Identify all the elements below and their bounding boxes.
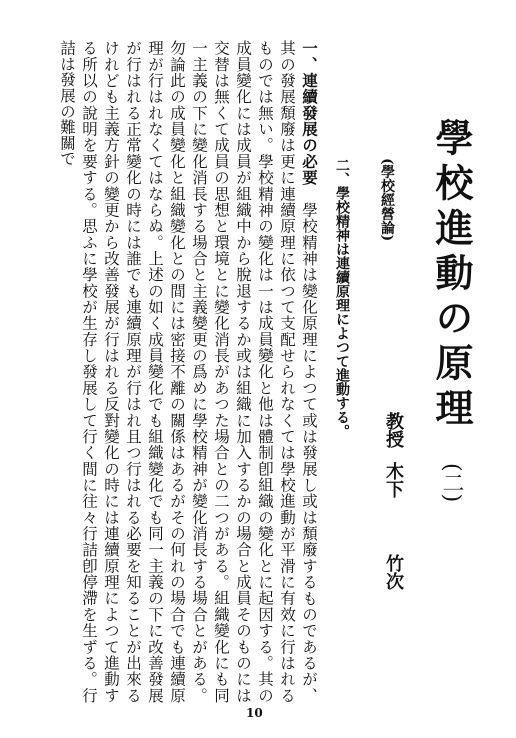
paragraph-text: 學校精神は變化原理によつて或は發展し或は頽廢するものであるが、其の發展頽廢は更に連續原理に依つて支配せられなくては學校進動が平滑に有效に行はれるものでは無い。學校精神の變化は一は成員變化と他は體制卽組織の變化とに起因する。其の成員變化には成員が組織中から脫退するか或は組織に加入するかの場合と成員そのものには交替は無くて成員の思想と環境とに變化消長があつた場合との二つがある。組織變化にも同一主義の下に變化消長する場合と主義變更の爲めに學校精神が變化消長する場合とがある。勿論此の成員變化と組織變化との間には密接不離の關係はあるがその何れの場合でも連續原理が行はれなくてはならぬ。上述の如く成員變化でも組織變化でも同一主義の下に改善發展が行はれる正常變化の時には誰でも連續原理が行はれ且つ行はれる必要を知ることが出來るけれども主義方針の變更から改善發展が行はれる反對變化の時には連續原理によつて進動する所以の說明を要する。思ふに學校が生存し發展して行く間に往々行詰卽停滯を生ずる。行詰は發展の難關で [58, 40, 318, 703]
series-label: (學校經營論) [379, 158, 395, 242]
section-heading: 二、學校精神は連續原理によつて進動する。 [334, 158, 350, 438]
subsection-heading: 一、連續發展の必要 [300, 40, 319, 186]
section-paragraph [56, 40, 320, 703]
article-title-text: 學校進動の原理 [429, 118, 474, 433]
author-byline [384, 412, 402, 590]
author-given-name: 竹次 [383, 554, 404, 590]
article-title-number: (二) [439, 463, 464, 503]
author-surname: 木下 [383, 462, 404, 498]
article-title [429, 118, 474, 503]
page-number: 10 [246, 706, 263, 720]
body-text [56, 40, 320, 703]
author-role: 教授 [383, 412, 404, 448]
